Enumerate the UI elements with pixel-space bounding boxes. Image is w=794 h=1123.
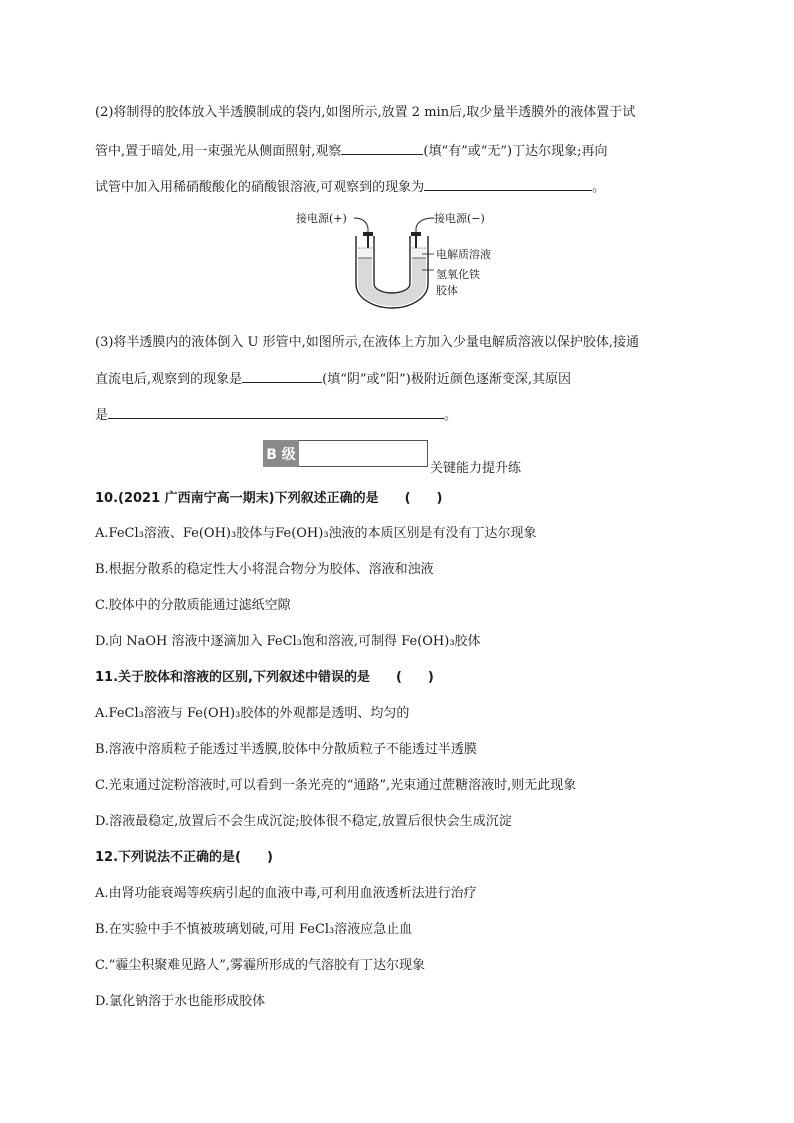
label-electrolyte: 电解质溶液 xyxy=(436,248,491,261)
q9-part2-line3-text-a: 试管中加入用稀硝酸酸化的硝酸银溶液,可观察到的现象为 xyxy=(95,180,425,195)
q9-part2-line2-text-a: 管中,置于暗处,用一束强光从侧面照射,观察 xyxy=(95,144,342,159)
answer-blank-silver-nitrate[interactable] xyxy=(424,177,592,191)
q9-part3-line3-text-b: 。 xyxy=(444,408,458,423)
q10-option-a[interactable]: A.FeCl₃溶液、Fe(OH)₃胶体与Fe(OH)₃浊液的本质区别是有没有丁达尔现象 xyxy=(95,526,537,541)
q9-part3-line2-text-a: 直流电后,观察到的现象是 xyxy=(95,372,243,387)
q9-part3-line1: (3)将半透膜内的液体倒入 U 形管中,如图所示,在液体上方加入少量电解质溶液以保护胶体,接通 xyxy=(95,335,640,350)
label-colloid-line2: 胶体 xyxy=(436,284,458,297)
q9-part2-line1: (2)将制得的胶体放入半透膜制成的袋内,如图所示,放置 2 min后,取少量半透膜外的液体置于试 xyxy=(95,105,636,120)
q12-option-c[interactable]: C.“霾尘积聚难见路人”,雾霾所形成的气溶胶有丁达尔现象 xyxy=(95,958,426,973)
q10-option-b[interactable]: B.根据分散系的稳定性大小将混合物分为胶体、溶液和浊液 xyxy=(95,562,434,577)
q12-option-d[interactable]: D.氯化钠溶于水也能形成胶体 xyxy=(95,994,266,1009)
q9-part3-line2-text-b: (填“阴”或“阳”)极附近颜色逐渐变深,其原因 xyxy=(322,372,572,387)
q9-part2-line3 xyxy=(95,177,605,197)
q9-part3-line2 xyxy=(95,369,571,389)
q11-option-c[interactable]: C.光束通过淀粉溶液时,可以看到一条光亮的“通路”,光束通过蔗糖溶液时,则无此现象 xyxy=(95,778,577,793)
section-title: 关键能力提升练 xyxy=(430,461,522,476)
q11-option-b[interactable]: B.溶液中溶质粒子能透过半透膜,胶体中分散质粒子不能透过半透膜 xyxy=(95,742,477,757)
answer-blank-electrode[interactable] xyxy=(242,369,322,383)
q9-part3-line3 xyxy=(95,405,457,425)
label-negative-electrode: 接电源(−) xyxy=(434,212,485,225)
q11-option-a[interactable]: A.FeCl₃溶液与 Fe(OH)₃胶体的外观都是透明、均匀的 xyxy=(95,706,410,721)
q9-part2-line2-text-b: (填“有”或“无”)丁达尔现象;再向 xyxy=(423,144,608,159)
right-electrolyte xyxy=(412,248,426,258)
q9-part2-line2 xyxy=(95,141,608,161)
q9-part2-line3-text-b: 。 xyxy=(592,180,606,195)
label-colloid-line1: 氢氧化铁 xyxy=(436,268,480,281)
q12-option-a[interactable]: A.由肾功能衰竭等疾病引起的血液中毒,可利用血液透析法进行治疗 xyxy=(95,886,477,901)
u-tube-figure xyxy=(296,206,506,310)
level-badge: B 级 xyxy=(263,440,299,467)
answer-blank-reason[interactable] xyxy=(108,405,444,419)
q12-stem: 12.下列说法不正确的是( ) xyxy=(95,850,273,865)
q10-option-c[interactable]: C.胶体中的分散质能通过滤纸空隙 xyxy=(95,598,291,613)
left-electrolyte xyxy=(358,248,372,258)
u-tube-inner xyxy=(374,236,410,293)
left-electrode-cap xyxy=(363,232,373,236)
level-frame xyxy=(299,440,428,467)
label-positive-electrode: 接电源(+) xyxy=(296,212,347,225)
q9-part3-line3-text-a: 是 xyxy=(95,408,109,423)
q11-stem: 11.关于胶体和溶液的区别,下列叙述中错误的是 ( ) xyxy=(95,670,434,685)
q10-option-d[interactable]: D.向 NaOH 溶液中逐滴加入 FeCl₃饱和溶液,可制得 Fe(OH)₃胶体 xyxy=(95,634,481,649)
right-electrode-cap xyxy=(411,232,421,236)
answer-blank-tyndall[interactable] xyxy=(341,141,423,155)
colloid-liquid xyxy=(358,258,426,306)
q12-option-b[interactable]: B.在实验中手不慎被玻璃划破,可用 FeCl₃溶液应急止血 xyxy=(95,922,413,937)
q11-option-d[interactable]: D.溶液最稳定,放置后不会生成沉淀;胶体很不稳定,放置后很快会生成沉淀 xyxy=(95,814,512,829)
section-header xyxy=(263,440,428,467)
q10-stem: 10.(2021 广西南宁高一期末)下列叙述正确的是 ( ) xyxy=(95,491,443,506)
